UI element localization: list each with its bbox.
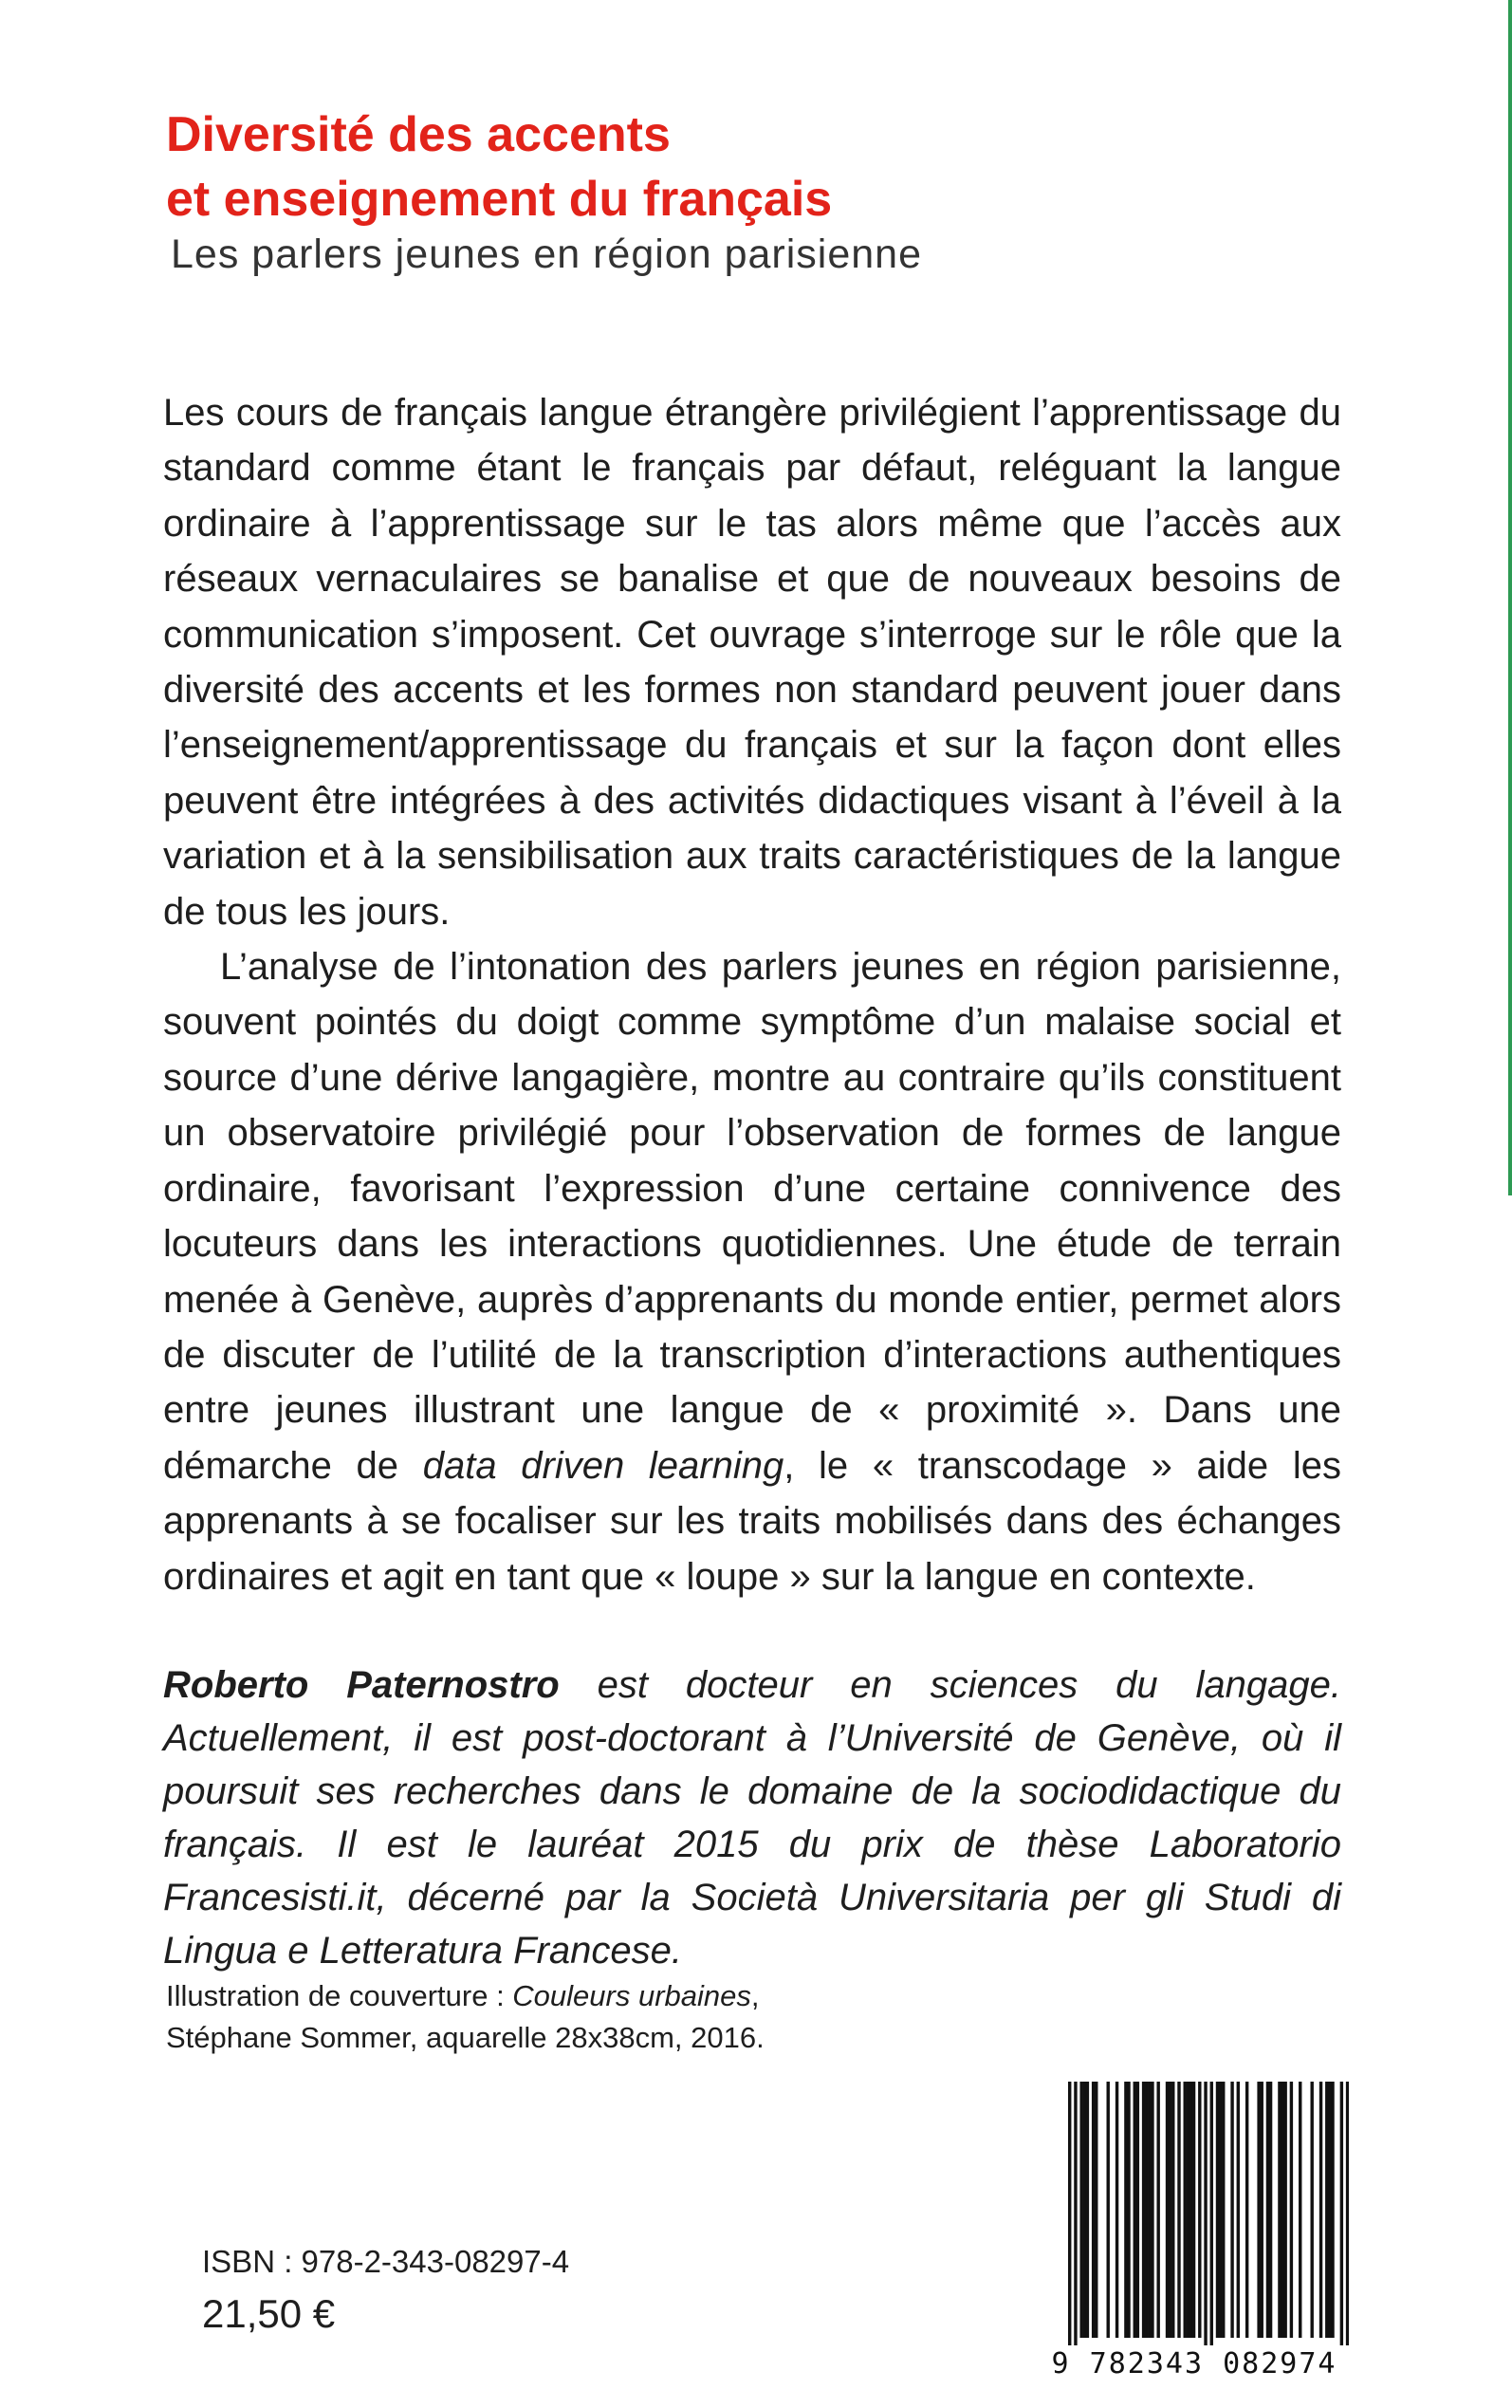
barcode-bar xyxy=(1068,2082,1071,2345)
barcode-bar xyxy=(1166,2082,1169,2338)
barcode-bar xyxy=(1092,2082,1095,2338)
author-name: Roberto Paternostro xyxy=(163,1664,560,1706)
barcode-bar xyxy=(1142,2082,1145,2338)
barcode-bar xyxy=(1346,2082,1349,2345)
barcode-bar xyxy=(1116,2082,1118,2338)
barcode-bar xyxy=(1074,2082,1077,2345)
barcode-bar xyxy=(1192,2082,1195,2338)
barcode-bar xyxy=(1319,2082,1322,2338)
barcode-bar xyxy=(1086,2082,1089,2338)
barcode-bar xyxy=(1331,2082,1334,2338)
barcode-bar xyxy=(1216,2082,1219,2338)
credit-work-title: Couleurs urbaines xyxy=(512,1979,751,2012)
barcode-bar xyxy=(1187,2082,1189,2338)
barcode-bar xyxy=(1230,2082,1233,2338)
barcode-bar xyxy=(1148,2082,1151,2338)
barcode-bar xyxy=(1278,2082,1281,2338)
barcode-bars xyxy=(1068,2082,1349,2345)
book-title xyxy=(166,102,832,232)
barcode-bar xyxy=(1134,2082,1136,2338)
summary-paragraph-2-start: L’analyse de l’intonation des parlers jeunes en région parisienne, souvent pointés du doigt comme symptôme d’un malaise social et source d’une dérive langagière, montre au contraire qu’ils constituent un observatoire privilégié pour l’observation de formes de langue ordinaire, favorisant l’expression d’une certaine connivence des locuteurs dans les interactions quotidiennes. Une étude de terrain menée à Genève, auprès d’apprenants du monde entier, permet alors de discuter de l’utilité de la transcription d’interactions authentiques entre jeunes illustrant une langue de « proximité ». Dans une démarche de xyxy=(163,946,1341,1487)
barcode-bar xyxy=(1210,2082,1213,2345)
barcode-bar xyxy=(1237,2082,1240,2338)
barcode-bar xyxy=(1189,2082,1192,2338)
book-subtitle: Les parlers jeunes en région parisienne xyxy=(171,232,922,277)
author-bio xyxy=(163,1658,1341,1977)
credit-comma: , xyxy=(750,1979,760,2012)
barcode-bar xyxy=(1328,2082,1331,2338)
price: 21,50 € xyxy=(202,2291,336,2336)
barcode-bar xyxy=(1095,2082,1097,2338)
summary-paragraph-1: Les cours de français langue étrangère privilégient l’apprentissage du standard comme étant le français par défaut, reléguant la langue ordinaire à l’apprentissage sur le tas alors même que l’accès aux réseaux vernaculaires se banalise et que de nouveaux besoins de communication s’imposent. Cet ouvrage s’interroge sur le rôle que la diversité des accents et les formes non standard peuvent jouer dans l’enseignement/apprentissage du français et sur la façon dont elles peuvent être intégrées à des activités didactiques visant à l’éveil à la variation et à la sensibilisation aux traits caractéristiques de la langue de tous les jours. xyxy=(163,392,1341,933)
title-line-2: et enseignement du français xyxy=(166,172,833,227)
barcode-bar xyxy=(1156,2082,1159,2338)
barcode-bar xyxy=(1290,2082,1293,2338)
cover-illustration-credit xyxy=(166,1975,765,2059)
barcode-bar xyxy=(1299,2082,1301,2338)
credit-artist-details: Stéphane Sommer, aquarelle 28x38cm, 2016. xyxy=(166,2021,765,2054)
barcode-bar xyxy=(1171,2082,1174,2338)
barcode-bar xyxy=(1269,2082,1272,2338)
barcode-bar xyxy=(1079,2082,1082,2338)
isbn: ISBN : 978-2-343-08297-4 xyxy=(202,2244,570,2279)
barcode-bar xyxy=(1145,2082,1148,2338)
barcode-bar xyxy=(1219,2082,1222,2338)
barcode-bar xyxy=(1245,2082,1248,2338)
barcode-bar xyxy=(1283,2082,1286,2338)
barcode-bar xyxy=(1127,2082,1130,2338)
credit-label: Illustration de couverture : xyxy=(166,1979,513,2012)
barcode-bar xyxy=(1124,2082,1127,2338)
barcode-bar xyxy=(1310,2082,1313,2338)
barcode-bar xyxy=(1204,2082,1207,2345)
summary-paragraph-2-end: , le « transcodage » aide les apprenants à se focaliser sur les traits mobilisés dans des échanges ordinaires et agit en tant que « loupe » sur la langue en contexte. xyxy=(163,1444,1341,1598)
barcode-digits: 9 782343 082974 xyxy=(1051,2347,1337,2380)
barcode-bar xyxy=(1266,2082,1269,2338)
barcode-bar xyxy=(1083,2082,1086,2338)
barcode-bar xyxy=(1198,2082,1201,2338)
edge-stripe xyxy=(1508,0,1512,1195)
summary-paragraph-2-italic: data driven learning xyxy=(422,1444,784,1487)
title-line-1: Diversité des accents xyxy=(166,107,671,162)
author-bio-text: est docteur en sciences du langage. Actuellement, il est post-doctorant à l’Université de Genève, où il poursuit ses recherches dans le domaine de la sociodidactique du français. Il est le lauréat 2015 du prix de thèse Laboratorio Francesisti.it, décerné par la Società Universitaria per gli Studi di Lingua e Letteratura Francese. xyxy=(163,1664,1341,1972)
barcode-bar xyxy=(1184,2082,1187,2338)
barcode-bar xyxy=(1261,2082,1263,2338)
barcode-bar xyxy=(1325,2082,1328,2338)
barcode-bar xyxy=(1340,2082,1343,2345)
barcode-bar xyxy=(1136,2082,1139,2338)
summary-text xyxy=(163,385,1341,1604)
barcode-bar xyxy=(1107,2082,1110,2338)
barcode xyxy=(1030,2082,1358,2387)
barcode-bar xyxy=(1281,2082,1283,2338)
barcode-bar xyxy=(1177,2082,1180,2338)
barcode-bar xyxy=(1151,2082,1153,2338)
barcode-bar xyxy=(1169,2082,1171,2338)
summary-paragraph-2 xyxy=(163,939,1341,1604)
barcode-bar xyxy=(1222,2082,1225,2338)
barcode-bar xyxy=(1257,2082,1260,2338)
